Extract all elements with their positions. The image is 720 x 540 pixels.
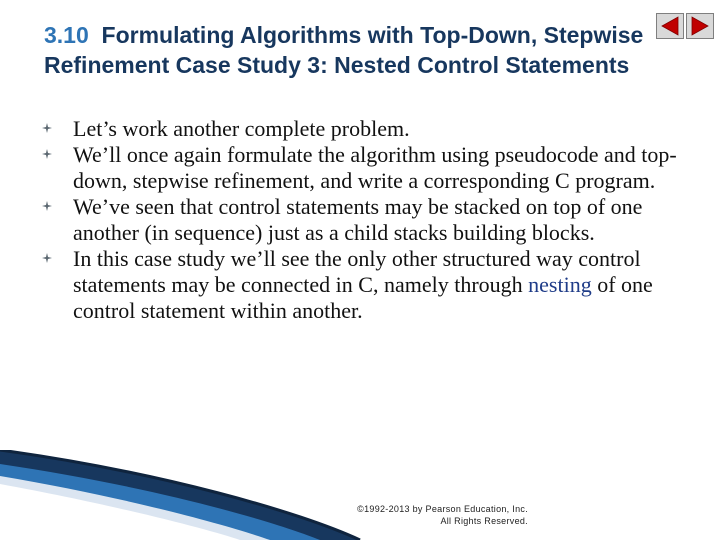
bullet-icon [42,149,52,159]
bullet-icon [42,123,52,133]
bullet-icon [42,253,52,263]
bullet-text: We’ll once again formulate the algorithm using pseudocode and top-down, stepwise refinement, and write a corresponding C program. [73,142,677,193]
copyright-line: ©1992-2013 by Pearson Education, Inc. [357,504,528,514]
copyright-footer [318,503,528,527]
section-number: 3.10 [44,22,89,48]
prev-slide-icon[interactable] [656,13,684,39]
bullet-list [38,116,688,324]
bullet-item [38,142,688,194]
highlighted-term: nesting [528,272,592,297]
rights-line: All Rights Reserved. [440,516,528,526]
bullet-item [38,246,688,324]
bullet-text: Let’s work another complete problem. [73,116,410,141]
next-slide-icon[interactable] [686,13,714,39]
bullet-text-start: In this case study we’ll see the only other structured way control statements may be connected in C, namely through [73,246,641,297]
bullet-icon [42,201,52,211]
bullet-item [38,194,688,246]
slide-title [44,20,654,80]
bullet-item [38,116,688,142]
bullet-text-end: of one control statement within another. [73,272,653,323]
bullet-text: We’ve seen that control statements may be stacked on top of one another (in sequence) just as a child stacks building blocks. [73,194,643,245]
title-text: Formulating Algorithms with Top-Down, Stepwise Refinement Case Study 3: Nested Control Statements [44,22,644,78]
